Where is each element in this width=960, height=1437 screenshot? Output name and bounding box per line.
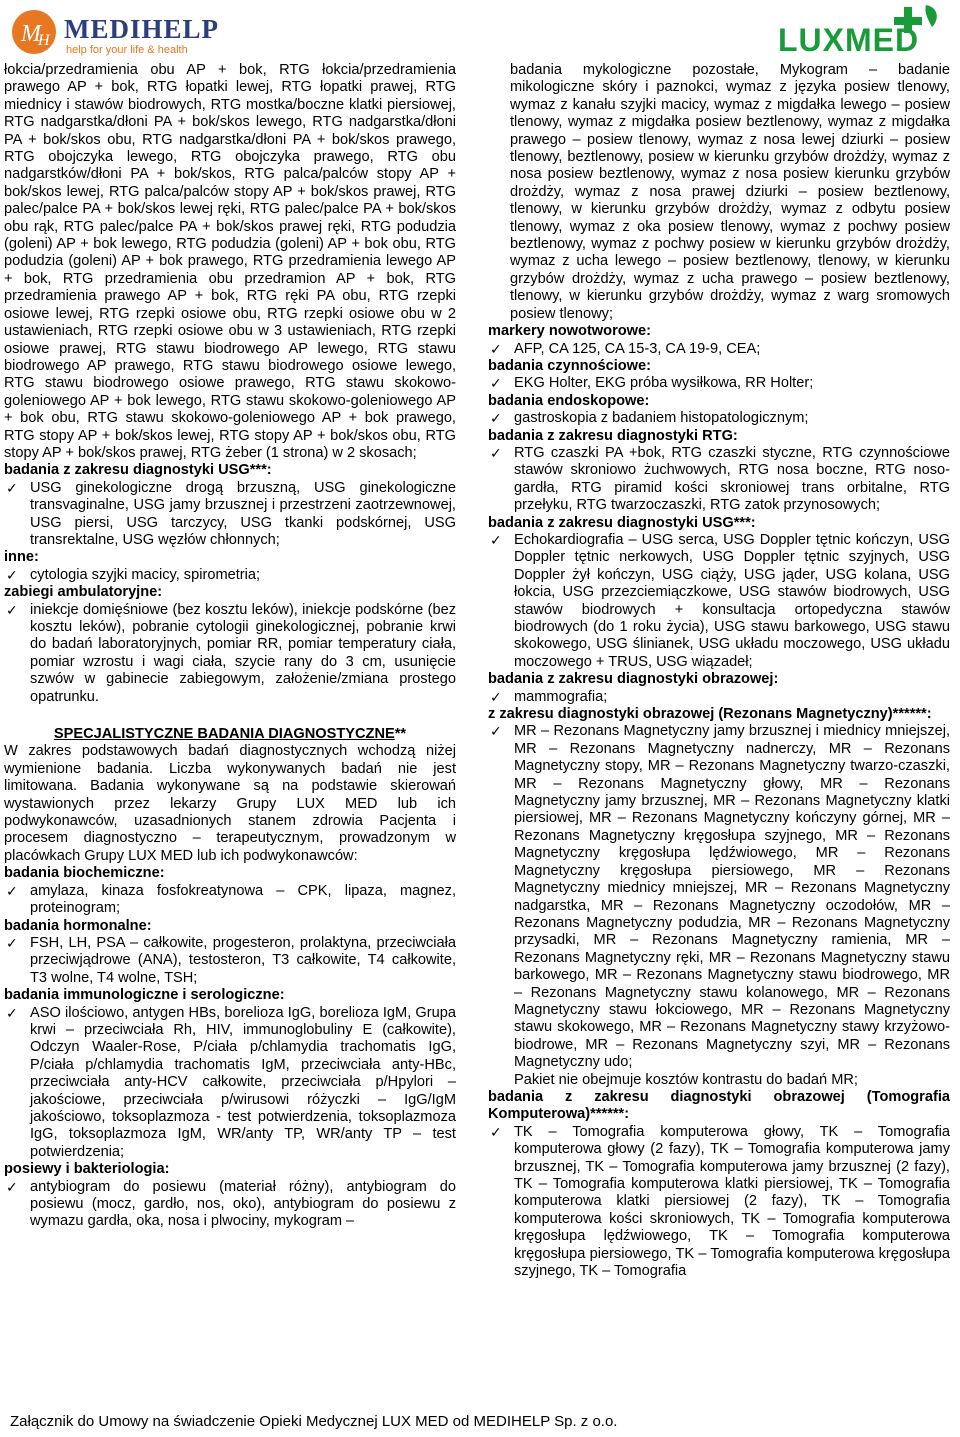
right-column bbox=[488, 62, 950, 1280]
obrazowej-item-text: mammografia; bbox=[514, 688, 608, 705]
mr-item-text: MR – Rezonans Magnetyczny jamy brzusznej i miednicy mniejszej, MR – Rezonans Magnetyczny nadnerczy, MR – Rezonans Magnetyczny stopy, MR – Rezonans Magnetyczny twarzo-czaszki, MR – Rezonans Magnetyczny głowy, MR – Rezonans Magnetyczny jamy brzusznej, MR – Rezonans Magnetyczny klatki piersiowej, MR – Rezonans Magnetyczny kończyny górnej, MR – Rezonans Magnetyczny kręgosłupa szyjnego, MR – Rezonans Magnetyczny kręgosłupa lędźwiowego, MR – Rezonans Magnetyczny kręgosłupa piersiowego, MR – Rezonans Magnetyczny miednicy mniejszej, MR – Rezonans Magnetyczny nadgarstka, MR – Rezonans Magnetyczny oczodołów, MR – Rezonans Magnetyczny podudzia, MR – Rezonans Magnetyczny przysadki, MR – Rezonans Magnetyczny ramienia, MR – Rezonans Magnetyczny ręki, MR – Rezonans Magnetyczny stawu barkowego, MR – Rezonans Magnetyczny stawu biodrowego, MR – Rezonans Magnetyczny stawu kolanowego, MR – Rezonans Magnetyczny stawu łokciowego, MR – Rezonans Magnetyczny stawu skokowego, MR – Rezonans Magnetyczny stawy krzyżowo-biodrowe, MR – Rezonans Magnetyczny szyi, MR – Rezonans Magnetyczny udo; bbox=[514, 723, 950, 1071]
checkmark-icon: ✓ bbox=[6, 479, 18, 496]
luxmed-logo bbox=[776, 3, 946, 55]
checkmark-icon: ✓ bbox=[490, 375, 502, 392]
list-item bbox=[4, 567, 456, 584]
checkmark-icon: ✓ bbox=[490, 410, 502, 427]
usg-item-text: USG ginekologiczne drogą brzuszną, USG ginekologiczne transvaginalne, USG jamy brzusznej i przestrzeni zaotrzewnowej, USG piersi, USG tarczycy, USG tkanki podskórnej, USG transrektalne, USG węzłów chłonnych; bbox=[30, 479, 456, 548]
rtg-heading-right: badania z zakresu diagnostyki RTG: bbox=[488, 427, 738, 444]
spec-section-title bbox=[4, 726, 456, 743]
mr-contrast-note: Pakiet nie obejmuje kosztów kontrastu do badań MR; bbox=[514, 1071, 858, 1088]
medihelp-logo-text: MEDIHELP bbox=[64, 14, 220, 44]
mr-list bbox=[488, 723, 950, 1089]
markery-list bbox=[488, 341, 950, 358]
immuno-item-text: ASO ilościowo, antygen HBs, borelioza IgG, borelioza IgM, Grupa krwi – przeciwciała Rh, HIV, immunoglobuliny E (całkowite), Odczyn Waaler-Rose, P/ciała p/chlamydia trachomatis IgG, P/ciała p/chlamydia trachomatis IgM, przeciwciała anty-HBc, przeciwciała anty-HCV całkowite, przeciwciała p/Hpylori – jakościowe, przeciwciała p/wirusowi różyczki – IgG/IgM jakościowo, toksoplazmoza - test potwierdzenia, toksoplazmoza IgG, toksoplazmoza IgM, WR/anty TP, WR/anty TP – test potwierdzenia; bbox=[30, 1004, 456, 1160]
luxmed-logo-text: LUXMED bbox=[778, 22, 920, 55]
inne-item-text: cytologia szyjki macicy, spirometria; bbox=[30, 566, 261, 583]
spec-title-text: SPECJALISTYCZNE BADANIA DIAGNOSTYCZNE bbox=[53, 726, 395, 743]
checkmark-icon: ✓ bbox=[490, 688, 502, 705]
checkmark-icon: ✓ bbox=[490, 1123, 502, 1140]
medihelp-logo bbox=[10, 8, 250, 58]
page-header bbox=[0, 0, 960, 60]
rtg-list-right bbox=[488, 445, 950, 515]
czynnosciowe-list bbox=[488, 375, 950, 392]
checkmark-icon: ✓ bbox=[6, 882, 18, 899]
spec-title-suffix: ** bbox=[394, 726, 407, 743]
list-item bbox=[488, 375, 950, 392]
left-column bbox=[4, 62, 456, 1231]
list-item bbox=[4, 1005, 456, 1162]
markery-heading: markery nowotworowe: bbox=[488, 323, 651, 340]
list-item bbox=[488, 723, 950, 1089]
usg-heading-left: badania z zakresu diagnostyki USG***: bbox=[4, 462, 272, 479]
posiewy-heading: posiewy i bakteriologia: bbox=[4, 1161, 170, 1178]
immuno-list bbox=[4, 1005, 456, 1162]
hormonal-heading: badania hormonalne: bbox=[4, 917, 152, 934]
list-item bbox=[488, 341, 950, 358]
tk-heading: badania z zakresu diagnostyki obrazowej (Tomografia Komputerowa)******: bbox=[488, 1088, 950, 1123]
zabiegi-item-text: iniekcje domięśniowe (bez kosztu leków), iniekcje podskórne (bez kosztu leków), pobranie cytologii ginekologicznej, pobranie krwi do badań laboratoryjnych, pomiar RR, pomiar temperatury ciała, pomiar wzrostu i wagi ciała, szycie rany do 3 cm, usunięcie szwów w gabinecie zabiegowym, założenie/zmiana prostego opatrunku. bbox=[30, 601, 456, 705]
list-item bbox=[4, 602, 456, 706]
tk-list bbox=[488, 1124, 950, 1281]
biochem-item-text: amylaza, kinaza fosfokreatynowa – CPK, lipaza, magnez, proteinogram; bbox=[30, 882, 456, 917]
checkmark-icon: ✓ bbox=[490, 444, 502, 461]
rtg-item-text: RTG czaszki PA +bok, RTG czaszki styczne, RTG czynnościowe stawów skroniowo żuchwowych, RTG nosa boczne, RTG noso-gardła, RTG piramid kości skroniowej trans orbitalne, RTG przełyku, RTG twarzoczaszki, RTG zatok przynosowych; bbox=[514, 444, 950, 514]
list-item bbox=[488, 1124, 950, 1281]
usg-list-right bbox=[488, 532, 950, 671]
list-item bbox=[4, 1179, 456, 1231]
endoskopowe-item-text: gastroskopia z badaniem histopatologicznym; bbox=[514, 410, 809, 427]
immuno-heading: badania immunologiczne i serologiczne: bbox=[4, 987, 285, 1004]
svg-text:M: M bbox=[21, 21, 41, 47]
endoskopowe-heading: badania endoskopowe: bbox=[488, 392, 650, 409]
zabiegi-list bbox=[4, 602, 456, 706]
posiewy-item-text: antybiogram do posiewu (materiał różny), antybiogram do posiewu (mocz, gardło, nos, oko), antybiogram do posiewu z wymazu gardła, oka, nosa i plwociny, mykogram – bbox=[30, 1178, 456, 1230]
list-item bbox=[488, 445, 950, 515]
hormonal-item-text: FSH, LH, PSA – całkowite, progesteron, prolaktyna, przeciwciała przeciwjądrowe (ANA), testosteron, T3 całkowite, T4 całkowite, T3 wolne, T4 wolne, TSH; bbox=[30, 934, 456, 986]
checkmark-icon: ✓ bbox=[6, 1004, 18, 1021]
usg-heading-right: badania z zakresu diagnostyki USG***: bbox=[488, 514, 756, 531]
spec-section-body: W zakres podstawowych badań diagnostycznych wchodzą niżej wymienione badania. Liczba wykonywanych badań nie jest limitowana. Badania wykonywane są na podstawie skierowań wystawionych przez lekarzy Grupy LUX MED lub ich podwykonawców, uzasadnionych stanem zdrowia Pacjenta i procesem diagnostyczno – terapeutycznym, prowadzonym w placówkach Grupy LUX MED lub ich podwykonawców: bbox=[4, 743, 456, 864]
checkmark-icon: ✓ bbox=[490, 340, 502, 357]
svg-text:H: H bbox=[38, 32, 50, 49]
czynnosciowe-item-text: EKG Holter, EKG próba wysiłkowa, RR Holter; bbox=[514, 375, 814, 392]
rtg-list-paragraph: łokcia/przedramienia obu AP + bok, RTG łokcia/przedramienia prawego AP + bok, RTG łopatki lewej, RTG łopatki prawej, RTG miednicy i stawów biodrowych, RTG mostka/boczne klatki piersiowej, RTG nadgarstka/dłoni PA + bok/skos lewego, RTG nadgarstka/dłoni PA + bok/skos obu, RTG nadgarstka/dłoni PA + bok/skos prawego, RTG obojczyka lewego, RTG obojczyka prawego, RTG obu nadgarstków/dłoni PA + bok/skos, RTG palca/palców stopy AP + bok/skos lewej, RTG palca/palców stopy AP + bok/skos prawej, RTG palec/palce PA + bok/skos lewej ręki, RTG palec/palce PA + bok/skos obu rąk, RTG palec/palce PA + bok/skos prawej ręki, RTG podudzia (goleni) AP + bok lewego, RTG podudzia (goleni) AP + bok obu, RTG podudzia (goleni) AP + bok prawego, RTG przedramienia lewego AP + bok, RTG przedramienia obu przedramion AP + bok, RTG przedramienia prawego AP + bok, RTG ręki PA obu, RTG rzepki osiowe lewej, RTG rzepki osiowe obu, RTG rzepki osiowe obu w 2 ustawieniach, RTG rzepki osiowe obu w 3 ustawieniach, RTG rzepki osiowe prawej, RTG stawu biodrowego AP lewego, RTG stawu biodrowego AP prawego, RTG stawu biodrowego osiowe lewego, RTG stawu biodrowego osiowe prawego, RTG stawu skokowo-goleniowego AP + bok lewego, RTG stawu skokowo-goleniowego AP + bok obu, RTG stawu skokowo-goleniowego AP + bok prawego, RTG stopy AP + bok/skos lewej, RTG stopy AP + bok/skos obu, RTG stopy AP + bok/skos prawej, RTG żeber (1 strona) w 2 skosach; bbox=[4, 62, 456, 461]
endoskopowe-list bbox=[488, 410, 950, 427]
biochem-heading: badania biochemiczne: bbox=[4, 865, 165, 882]
list-item bbox=[488, 410, 950, 427]
culture-continuation-paragraph: badania mykologiczne pozostałe, Mykogram – badanie mikologiczne skóry i paznokci, wymaz z języka posiew tlenowy, wymaz z kanału szyjki macicy, wymaz z migdałka lewego – posiew tlenowy, wymaz z migdałka posiew beztlenowy, wymaz z migdałka prawego – posiew tlenowy, wymaz z nosa lewej dziurki – posiew tlenowy, beztlenowy, posiew w kierunku grzybów drożdży, wymaz z nosa posiew beztlenowy, wymaz z nosa posiew kierunku grzybów drożdży, wymaz z nosa prawej dziurki – posiew beztlenowy, tlenowy, w kierunku grzybów drożdży, wymaz z odbytu posiew tlenowy, wymaz z oka posiew tlenowy, wymaz z pochwy posiew beztlenowy, wymaz z pochwy posiew w kierunku grzybów drożdży, wymaz z ucha lewego – posiew beztlenowy, tlenowy, w kierunku grzybów drożdży, wymaz z ucha prawego – posiew beztlenowy, tlenowy, w kierunku grzybów drożdży, wymaz z warg sromowych posiew tlenowy; bbox=[510, 62, 950, 322]
list-item bbox=[488, 689, 950, 706]
obrazowej-list bbox=[488, 689, 950, 706]
list-item bbox=[4, 935, 456, 987]
list-item bbox=[4, 480, 456, 550]
checkmark-icon: ✓ bbox=[6, 601, 18, 618]
page-footer: Załącznik do Umowy na świadczenie Opieki Medycznej LUX MED od MEDIHELP Sp. z o.o. bbox=[10, 1413, 618, 1430]
czynnosciowe-heading: badania czynnościowe: bbox=[488, 357, 652, 374]
checkmark-icon: ✓ bbox=[490, 723, 502, 740]
list-item bbox=[488, 532, 950, 671]
posiewy-list bbox=[4, 1179, 456, 1231]
hormonal-list bbox=[4, 935, 456, 987]
biochem-list bbox=[4, 883, 456, 918]
list-item bbox=[4, 883, 456, 918]
usg-list-left bbox=[4, 480, 456, 550]
checkmark-icon: ✓ bbox=[490, 531, 502, 548]
markery-item-text: AFP, CA 125, CA 15-3, CA 19-9, CEA; bbox=[514, 340, 761, 357]
checkmark-icon: ✓ bbox=[6, 934, 18, 951]
zabiegi-heading: zabiegi ambulatoryjne: bbox=[4, 584, 163, 601]
usg-item-text: Echokardiografia – USG serca, USG Doppler tętnic kończyn, USG Doppler tętnic nerkowych, USG Doppler tętnic szyjnych, USG Doppler żył kończyn, USG ciąży, USG jąder, USG kolana, USG łokcia, USG przezciemiączkowe, USG stawów biodrowych, USG stawów biodrowych + konsultacja ortopedyczna stawów biodrowych (do 1 roku życia), USG stawu barkowego, USG stawu skokowego, USG ślinianek, USG układu moczowego, USG układu moczowego + TRUS, USG wiązadeł; bbox=[514, 531, 950, 670]
inne-list bbox=[4, 567, 456, 584]
medihelp-tagline: help for your life & health bbox=[66, 44, 188, 56]
checkmark-icon: ✓ bbox=[6, 566, 18, 583]
mr-heading: z zakresu diagnostyki obrazowej (Rezonans Magnetyczny)******: bbox=[488, 706, 932, 723]
checkmark-icon: ✓ bbox=[6, 1178, 18, 1195]
inne-heading: inne: bbox=[4, 549, 39, 566]
obrazowej-heading: badania z zakresu diagnostyki obrazowej: bbox=[488, 671, 779, 688]
tk-item-text: TK – Tomografia komputerowa głowy, TK – Tomografia komputerowa głowy (2 fazy), TK – Tomografia komputerowa jamy brzusznej, TK – Tomografia komputerowa jamy brzusznej (2 fazy), TK – Tomografia komputerowa klatki piersiowej, TK – Tomografia komputerowa klatki piersiowej (2 fazy), TK – Tomografia komputerowa kości skroniowych, TK – Tomografia komputerowa kręgosłupa lędźwiowego, TK – Tomografia komputerowa kręgosłupa piersiowego, TK – Tomografia komputerowa kręgosłupa szyjnego, TK – Tomografia bbox=[514, 1123, 950, 1280]
